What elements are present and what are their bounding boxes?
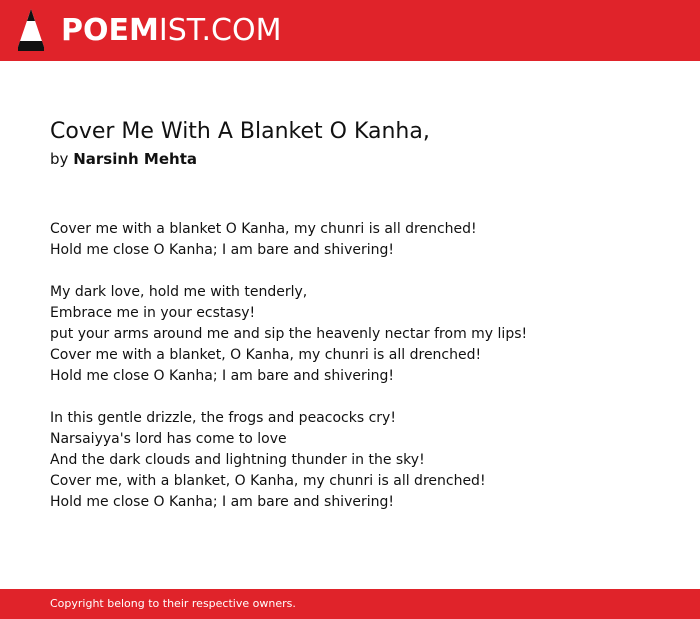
poem-body	[50, 219, 670, 534]
poem-line: Embrace me in your ecstasy!	[50, 305, 256, 321]
stanza	[50, 282, 670, 387]
stanza	[50, 219, 670, 261]
poem-byline	[50, 149, 197, 169]
pencil-icon[interactable]	[18, 9, 44, 51]
site-footer	[0, 589, 700, 619]
site-logo[interactable]	[61, 14, 281, 48]
by-label: by	[50, 150, 69, 168]
poem-line: put your arms around me and sip the heavenly nectar from my lips!	[50, 326, 528, 342]
poem-title: Cover Me With A Blanket O Kanha,	[50, 119, 430, 144]
logo-bold-text: POEM	[61, 13, 159, 48]
author-name: Narsinh Mehta	[73, 150, 197, 168]
poem-line: My dark love, hold me with tenderly,	[50, 284, 308, 300]
site-header	[0, 0, 700, 61]
logo-light-text: IST.COM	[158, 13, 282, 48]
poem-line: Hold me close O Kanha; I am bare and shivering!	[50, 242, 394, 258]
poem-line: Narsaiyya's lord has come to love	[50, 431, 287, 447]
poem-line: Hold me close O Kanha; I am bare and shivering!	[50, 494, 394, 510]
poem-line: Cover me, with a blanket, O Kanha, my chunri is all drenched!	[50, 473, 486, 489]
copyright-text: Copyright belong to their respective owners.	[50, 597, 296, 610]
poem-line: Hold me close O Kanha; I am bare and shivering!	[50, 368, 394, 384]
poem-line: Cover me with a blanket O Kanha, my chunri is all drenched!	[50, 221, 477, 237]
poem-line: Cover me with a blanket, O Kanha, my chunri is all drenched!	[50, 347, 482, 363]
stanza	[50, 408, 670, 513]
poem-line: In this gentle drizzle, the frogs and peacocks cry!	[50, 410, 396, 426]
poem-line: And the dark clouds and lightning thunder in the sky!	[50, 452, 425, 468]
